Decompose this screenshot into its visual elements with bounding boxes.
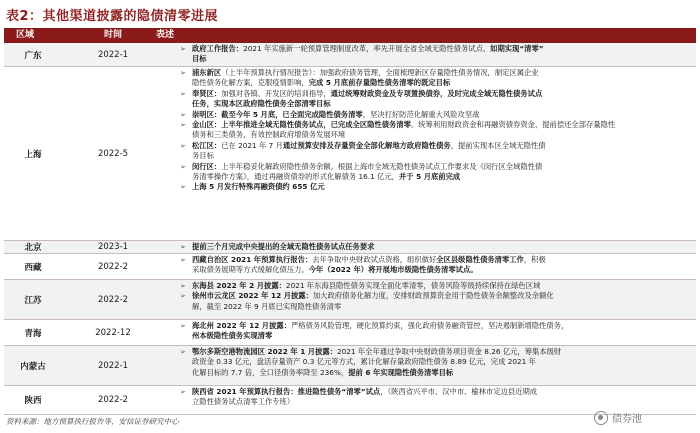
- list-item: [180, 54, 690, 64]
- item-bold-text: 全区县级隐性债务清零工作: [436, 255, 524, 264]
- row-items: [180, 44, 690, 65]
- item-bold-text: 鄂尔多斯空港物流园区 2022 年 1 月披露：: [192, 347, 337, 356]
- header-region: 区域: [16, 30, 35, 40]
- arrow-bullet-icon: ➢: [180, 110, 186, 119]
- item-bold-text: 徐州市云龙区 2022 年 12 月披露：: [192, 291, 313, 301]
- row-items: [180, 321, 690, 342]
- arrow-bullet-icon: ➢: [180, 162, 186, 171]
- table-row: [4, 280, 696, 320]
- item-bold-text: 上半年推进全域无隐性债务试点，已完成全区隐性债务清零: [221, 120, 411, 130]
- item-bold-text: 东海县 2022 年 2 月披露：: [192, 281, 286, 290]
- arrow-bullet-icon: ➢: [180, 322, 186, 330]
- item-bold-text: 目标: [192, 54, 207, 64]
- item-text: 上半年稳妥化解政府隐性债务余额。根据上海市全域无隐性债务试点工作要求及《闵行区全域隐性债: [221, 161, 543, 171]
- row-region: 青海: [24, 328, 42, 339]
- item-text: 化解目标的 7.7 倍，全口径债务率降至 236%，: [192, 367, 349, 377]
- item-bold-text: 完成 5 月底前存量隐性债务清零的既定目标: [308, 78, 451, 88]
- item-bold-text: 提前三个月完成中央提出的全域无隐性债务试点任务要求: [192, 242, 375, 251]
- arrow-bullet-icon: ➢: [180, 256, 186, 264]
- item-bold-text: 松江区：: [192, 140, 222, 150]
- item-text: 严格债务风险管理，硬化预算约束，强化政府债务融资管控，坚决遏制新增隐性债务，: [291, 321, 569, 330]
- arrow-bullet-icon: ➢: [180, 388, 186, 396]
- item-text: 2021 年实施新一轮预算管理制度改革，率先开展全省全域无隐性债务试点、: [243, 44, 491, 53]
- list-item: [180, 368, 690, 378]
- item-text: 已在 2021 年 7 月: [221, 140, 283, 150]
- item-text: 债务和三类债务，有效控制政府增债务发展环境: [192, 130, 346, 140]
- arrow-bullet-icon: ➢: [180, 183, 186, 192]
- arrow-bullet-icon: ➢: [180, 69, 186, 77]
- list-item: [180, 151, 690, 161]
- item-text: 隐性债务化解方案，克服疫情影响，: [192, 78, 309, 88]
- arrow-bullet-icon: ➢: [180, 348, 186, 356]
- table-body: [4, 43, 696, 415]
- row-time: 2023-1: [97, 242, 129, 252]
- row-region: 上海: [24, 149, 42, 160]
- item-text: 。统筹利用财政资金和再融资债券资金，提前偿还全部存量隐性: [410, 120, 616, 130]
- list-item: [180, 291, 690, 301]
- list-item: [180, 387, 690, 397]
- list-item: [180, 281, 690, 291]
- arrow-bullet-icon: ➢: [180, 282, 186, 290]
- list-item: [180, 172, 690, 182]
- item-text: 采取债务展期等方式缓解化债压力。: [192, 265, 309, 275]
- row-time: 2022-5: [97, 148, 129, 159]
- row-time: 2022-1: [97, 49, 129, 60]
- row-items: [180, 242, 690, 252]
- item-bold-text: 通过统筹财政资金及专项置换债券，及时完成全域无隐性债务试点: [330, 88, 543, 98]
- list-item: [180, 242, 690, 252]
- arrow-bullet-icon: ➢: [180, 243, 186, 251]
- item-text: （上半年预算执行情况报告）：加强政府债务管理，全面梳理新区存量隐性债务情况，制定区属企业: [221, 68, 539, 77]
- item-bold-text: 崇明区：截至今年 5 月底，已全面完成隐性债务清零: [192, 109, 363, 119]
- item-bold-text: 提前 6 年实现隐性债务清零目标: [348, 367, 454, 377]
- item-bold-text: 金山区：: [192, 120, 222, 130]
- item-bold-text: 如期实现“清零”: [490, 44, 544, 53]
- row-region: 广东: [24, 50, 42, 61]
- item-text: 去年争取中央财政试点资格，组织做好: [312, 255, 437, 264]
- list-item: [180, 44, 690, 54]
- list-item: [180, 255, 690, 265]
- item-bold-text: 并于 5 月底前完成: [398, 172, 461, 182]
- table-row: [4, 346, 696, 386]
- list-item: [180, 397, 690, 407]
- item-text: ，积极: [523, 255, 546, 264]
- row-items: [180, 281, 690, 312]
- row-items: [180, 255, 690, 276]
- list-item: [180, 99, 690, 109]
- item-bold-text: 上海 5 月发行特殊再融资债约 655 亿元: [192, 182, 325, 192]
- list-item: [180, 141, 690, 151]
- row-region: 内蒙古: [20, 361, 46, 372]
- item-text: ，（陕西省兴平市、汉中市、榆林市定边县近期成: [380, 387, 538, 396]
- list-item: [180, 162, 690, 172]
- list-item: [180, 265, 690, 275]
- item-text: ，坚决打好防范化解重大风险攻坚战: [362, 109, 480, 119]
- table-row: [4, 67, 696, 241]
- list-item: [180, 182, 690, 192]
- row-time: 2022-1: [97, 360, 129, 371]
- item-text: 务目标: [192, 151, 214, 161]
- item-bold-text: 闵行区：: [192, 161, 222, 171]
- source-note: 资料来源：地方预算执行报告等，安信证券研究中心: [6, 417, 179, 426]
- item-text: ，提前实现本区全域无隐性债: [450, 140, 546, 150]
- list-item: [180, 120, 690, 130]
- item-bold-text: 政府工作报告：: [192, 44, 244, 53]
- item-text: 2021 年全年通过争取中央财政债务项目资金 8.26 亿元，筹集本级财: [337, 347, 562, 356]
- arrow-bullet-icon: ➢: [180, 121, 186, 130]
- row-region: 北京: [24, 243, 42, 253]
- list-item: [180, 357, 690, 367]
- item-bold-text: 今年（2022 年）将开展地市级隐性债务清零试点。: [308, 265, 478, 275]
- watermark: [594, 410, 642, 425]
- row-time: 2022-12: [95, 327, 131, 338]
- list-item: [180, 68, 690, 78]
- table-title: 表2：其他渠道披露的隐债清零进展: [6, 9, 219, 24]
- row-time: 2022-2: [97, 261, 129, 272]
- arrow-bullet-icon: ➢: [180, 292, 186, 301]
- watermark-text: 债券池: [612, 414, 642, 425]
- list-item: [180, 302, 690, 312]
- item-bold-text: 任务，实现本区政府隐性债务全部清零目标: [192, 99, 331, 109]
- item-bold-text: 奉贤区：: [192, 88, 222, 98]
- item-bold-text: 海北州 2022 年 12 月披露：: [192, 321, 291, 330]
- arrow-bullet-icon: ➢: [180, 141, 186, 150]
- item-text: 政资金 0.33 亿元，盘活存量资产 0.3 亿元等方式，累计化解存量政府隐性债务 8.89 亿元，完成 2021 年: [192, 357, 536, 367]
- item-text: 2021 年东海县隐性债务实现全面化零清零，债务风险等级持续保持在绿色区域: [285, 281, 541, 290]
- arrow-bullet-icon: ➢: [180, 45, 186, 53]
- list-item: [180, 110, 690, 120]
- row-region: 江苏: [24, 295, 42, 306]
- row-time: 2022-2: [97, 395, 129, 405]
- item-text: 加强对各镇、开发区的培训指导，: [221, 88, 331, 98]
- item-bold-text: 陕西省 2021 年预算执行报告：推进隐性债务“清零”试点: [192, 387, 381, 396]
- list-item: [180, 331, 690, 341]
- list-item: [180, 130, 690, 140]
- table-row: [4, 320, 696, 346]
- table-row: [4, 241, 696, 254]
- header-desc: 表述: [156, 30, 175, 40]
- list-item: [180, 347, 690, 357]
- item-bold-text: 州本级隐性债务实现清零: [192, 331, 273, 341]
- item-bold-text: 通过预算安排及存量资金全部化解地方政府隐性债务: [282, 140, 451, 150]
- row-region: 陕西: [24, 396, 42, 406]
- table-row: [4, 43, 696, 67]
- item-bold-text: 浦东新区: [192, 68, 222, 77]
- table-row: [4, 254, 696, 280]
- table-header: [4, 28, 696, 43]
- item-text: 立隐性债务试点清零工作专班）: [192, 397, 295, 407]
- header-time: 时间: [104, 30, 123, 40]
- list-item: [180, 321, 690, 331]
- row-items: [180, 68, 690, 193]
- arrow-bullet-icon: ➢: [180, 89, 186, 98]
- row-time: 2022-2: [97, 294, 129, 305]
- item-text: 解，截至 2022 年 9 月底已实现隐性债务清零: [192, 301, 342, 311]
- list-item: [180, 89, 690, 99]
- list-item: [180, 78, 690, 88]
- row-region: 西藏: [24, 262, 42, 273]
- item-bold-text: 西藏自治区 2021 年预算执行报告：: [192, 255, 313, 264]
- row-items: [180, 387, 690, 408]
- row-items: [180, 347, 690, 378]
- wechat-logo-icon: [594, 411, 608, 425]
- item-text: 加大政府债务化解力度，安排财政预算资金用于隐性债务余额整改及余额化: [312, 291, 554, 301]
- table-row: [4, 386, 696, 415]
- item-text: 务清零操作方案》，通过再融资债券的形式化解债务 16.1 亿元，: [192, 172, 399, 182]
